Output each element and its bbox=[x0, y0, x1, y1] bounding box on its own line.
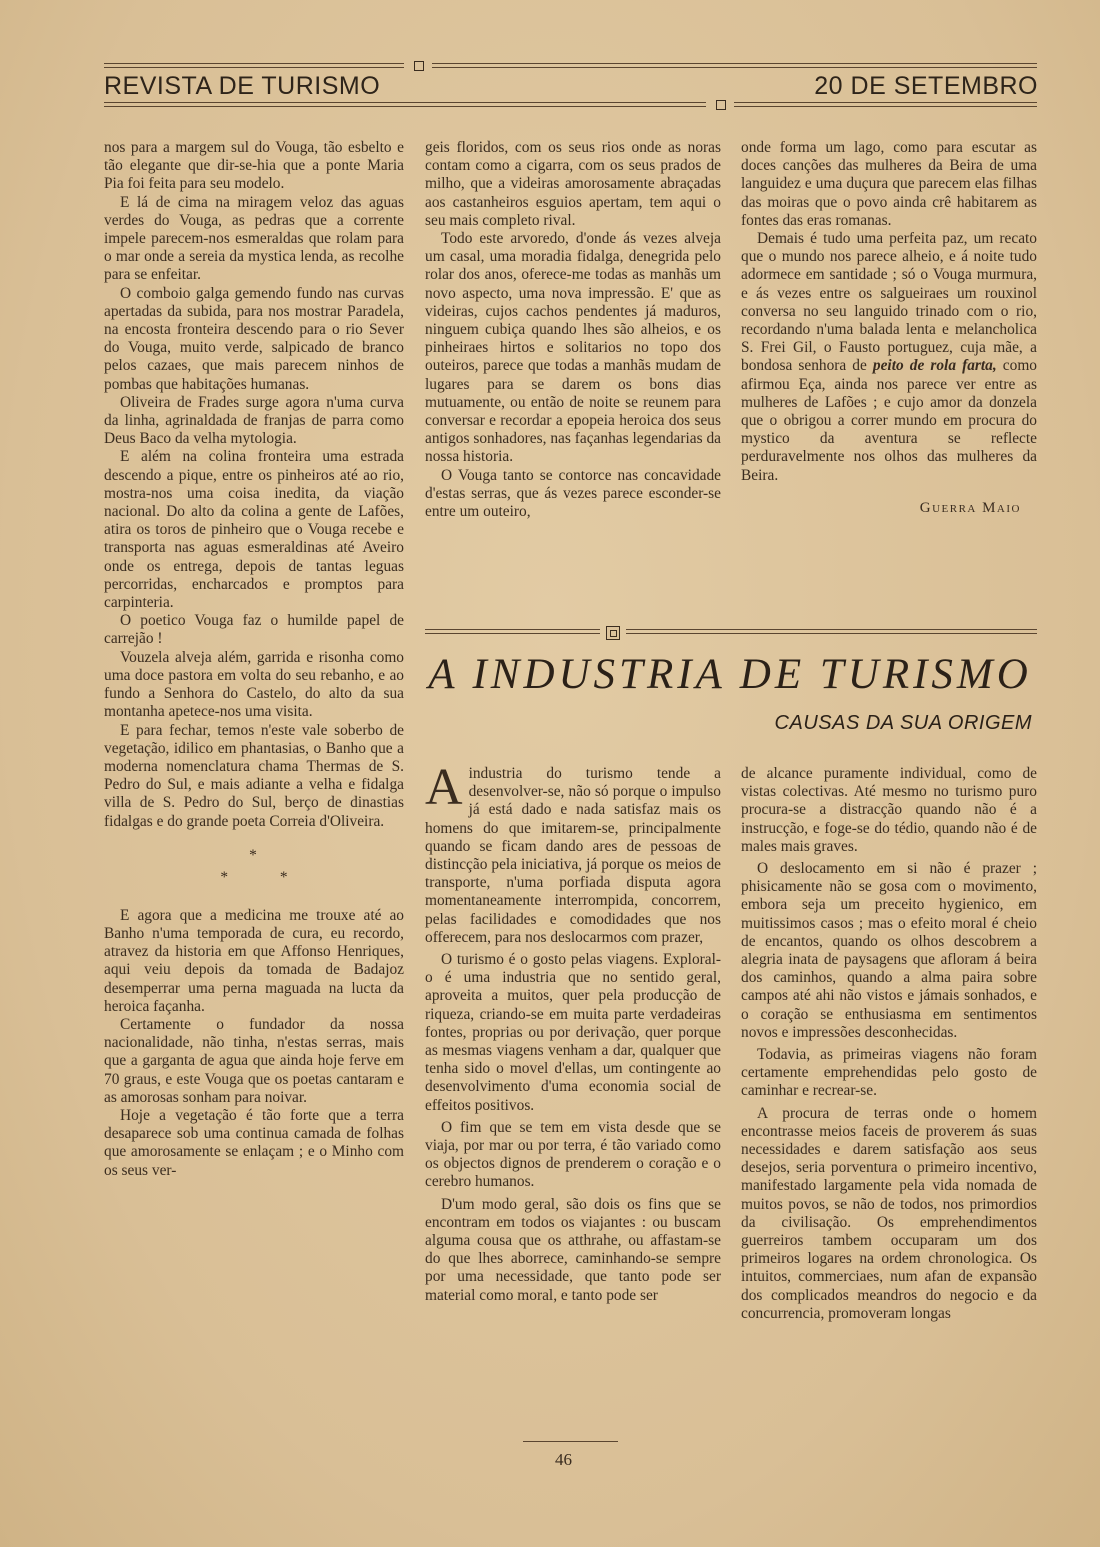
paragraph bbox=[741, 230, 1037, 485]
article-column-2 bbox=[741, 765, 1037, 1323]
article-separator-ornament bbox=[606, 626, 620, 640]
article-subtitle: CAUSAS DA SUA ORIGEM bbox=[774, 712, 1032, 734]
paragraph: Todavia, as primeiras viagens não foram certamente emprehendidas pelo gosto de caminhar e recrear-se. bbox=[741, 1046, 1037, 1100]
article-separator-left bbox=[425, 629, 600, 634]
paragraph: O Vouga tanto se contorce nas concavidade d'estas serras, que ás vezes parece esconder-se entre um outeiro, bbox=[425, 466, 721, 521]
paragraph: O deslocamento em si não é prazer ; phisicamente não se gosa com o movimento, embora seja um preceito hygienico, em muitissimos casos ; mas o efeito moral é cheio de encantos, quando os olhos descobrem a alegria inata de paysagens que afloram á beira dos caminhos, quando a alma paira sobre campos até ahi não vistos e jámais sonhados, e o coração se enthusiasma em sentimentos novos e impressões desconhecidas. bbox=[741, 860, 1037, 1041]
header-ornament-top bbox=[414, 61, 424, 71]
paragraph: nos para a margem sul do Vouga, tão esbelto e tão elegante que dir-se-hia que a ponte Maria Pia foi feita para seu modelo. bbox=[104, 139, 404, 193]
paragraph: de alcance puramente individual, como de vistas colectivas. Até mesmo no turismo puro procura-se a distracção quando não é a instrucção, e foge-se do tédio, quando não é de males mais graves. bbox=[741, 765, 1037, 855]
paragraph: Oliveira de Frades surge agora n'uma curva da linha, agrinaldada de franjas de parra como Deus Baco da velha mytologia. bbox=[104, 393, 404, 448]
page-number-rule bbox=[523, 1441, 618, 1442]
paragraph: O fim que se tem em vista desde que se viaja, por mar ou por terra, é tão variado como os objectos dignos de prenderem o coração e o cerebro humanos. bbox=[425, 1118, 721, 1191]
paragraph: O comboio galga gemendo fundo nas curvas apertadas da subida, para nos mostrar Paradela, na encosta fronteira descendo para o rio Sever do Vouga, muito verde, salpicado de branco pelos cazaes, que mais parecem ninhos de pombas que habitações humanas. bbox=[104, 284, 404, 393]
paragraph: Todo este arvoredo, d'onde ás vezes alveja um casal, uma moradia fidalga, denegrida pelo rolar dos anos, oferece-me todas as manhãs um novo aspecto, uma nova impressão. E' que as videiras, cujos cachos pendentes já maduros, ninguem cubiça quando lhes são alheios, e os pinheiraes hirtos e solitarios no topo dos outeiros, parece que todas a manhãs mudam de lugares para se darem os bons dias mutuamente, ou então de noite se reunem para conversar e recordar a epopeia heroica dos seus antigos sonhadores, nas façanhas legendarias da nossa historia. bbox=[425, 230, 721, 466]
paragraph: A procura de terras onde o homem encontrasse meios faceis de proverem ás suas necessidades e darem satisfação aos seus desejos, seria porventura o primeiro incentivo, manifestado largamente pela vida nomada de muitos povos, se não de todos, nos primordios da civilisação. Os emprehendimentos guerreiros tambem occuparam um dos primeiros logares na ordem chronologica. Os intuitos, commerciaes, num afan de expansão dos complicados meandros do negocio e da concurrencia, promoveram longas bbox=[741, 1104, 1037, 1322]
page-number: 46 bbox=[555, 1450, 572, 1469]
star-top: * bbox=[249, 846, 259, 864]
header-rule-top-left bbox=[104, 63, 404, 68]
author-signature: Guerra Maio bbox=[919, 499, 1021, 516]
paragraph: geis floridos, com os seus rios onde as noras contam como a cigarra, com os seus prados de milho, que a videiras amorosamente abraçadas aos castanheiros esguios apertam, tem aqui o seu mais completo rival. bbox=[425, 139, 721, 229]
paragraph: onde forma um lago, como para escutar as doces canções das mulheres da Beira de uma languidez e uma duçura que parecem elas filhas das moiras que o povo ainda crê habitarem as fontes das eras romanas. bbox=[741, 139, 1037, 229]
header-rule-bottom-left bbox=[104, 102, 706, 107]
star-bottom: * * bbox=[220, 868, 312, 886]
italic-phrase: peito de rola farta, bbox=[872, 357, 997, 375]
header-date: 20 DE SETEMBRO bbox=[814, 72, 1038, 100]
header-rule-top-right bbox=[432, 63, 1037, 68]
section-separator-stars bbox=[104, 845, 404, 889]
column-1 bbox=[104, 139, 404, 1180]
paragraph: Hoje a vegetação é tão forte que a terra desaparece sob uma continua camada de folhas que amorosamente se enlaçam ; e o Minho com os seus ver- bbox=[104, 1106, 404, 1179]
article-separator-right bbox=[626, 629, 1037, 634]
column-3 bbox=[741, 139, 1037, 517]
paragraph: O turismo é o gosto pelas viagens. Exploral-o é uma industria que no sentido geral, aproveita a muitos, quer pela producção de riqueza, criando-se em muita parte verdadeiras fontes, proprias ou por derivação, quer porque as mesmas viagens venham a dar, qualquer que tenha sido o movel d'ellas, um contingente ao desenvolvimento d'uma economia social de effeitos positivos. bbox=[425, 951, 721, 1114]
paragraph: E agora que a medicina me trouxe até ao Banho n'uma temporada de cura, eu recordo, atravez da historia em que Affonso Henriques, aqui veiu depois da tomada de Badajoz desemperrar uma perna maguada na lucta da heroica façanha. bbox=[104, 906, 404, 1015]
paragraph bbox=[425, 759, 721, 947]
paragraph-text: Demais é tudo uma perfeita paz, um recato que o mundo nos parece alheio, e á noite tudo adormece em santidade ; só o Vouga murmura, e ás vezes entre os salgueiraes um rouxinol conversa no seu languido trinado com o rio, recordando n'uma balada lenta e melancholica S. Frei Gil, o Fausto portuguez, cuja mãe, a bondosa senhora de bbox=[741, 230, 1037, 375]
paragraph: O poetico Vouga faz o humilde papel de carrejão ! bbox=[104, 612, 404, 648]
paragraph: D'um modo geral, são dois os fins que se encontram em todos os viajantes : ou buscam alguma cousa que os atthrahe, ou affastam-se do que lhes aborrece, caminhando-se sempre por uma necessidade, que tanto pode ser material como moral, e tanto pode ser bbox=[425, 1195, 721, 1304]
paragraph-text: industria do turismo tende a desenvolver-se, não só porque o impulso já está dado e nada satisfaz mais os homens do que imitarem-se, principalmente quando se ficam dando ares de pessoas de distincção pela iniciativa, já porque os meios de transporte, n'uma porfiada disputa agora momentaneamente interrompida, concorrem, pelas facilidades e comodidades que nos offerecem, para nos deslocarmos com prazer, bbox=[425, 765, 721, 946]
column-2 bbox=[425, 139, 721, 521]
header-rule-bottom-right bbox=[734, 102, 1037, 107]
paragraph-text: como afirmou Eça, ainda nos parece ver entre as mulheres de Lafões ; e cujo amor da donzela que o obrigou a correr mundo em procura do mystico da aventura se reflecte perduravelmente nos olhos das mulheres da Beira. bbox=[741, 357, 1037, 484]
header-ornament-bottom bbox=[716, 100, 726, 110]
paragraph: Certamente o fundador da nossa nacionalidade, não tinha, n'estas serras, mais que a garganta de agua que ainda hoje ferve em 70 graus, e este Vouga que os poetas cantaram e as amorosas sonham para noivar. bbox=[104, 1015, 404, 1106]
article-column-1 bbox=[425, 759, 721, 1305]
paragraph: E lá de cima na miragem veloz das aguas verdes do Vouga, as pedras que a corrente impele parecem-nos esmeraldas que rolam para o mar onde a sereia da mystica lenda, as recolhe para se enfeitar. bbox=[104, 193, 404, 284]
paragraph: E além na colina fronteira uma estrada descendo a pique, entre os pinheiros até ao rio, mostra-nos uma coisa inedita, da viação nacional. Do alto da colina a gente de Lafões, atira os toros de pinheiro que o Vouga recebe e transporta nas aguas esmeraldinas até Aveiro onde os entrega, depois de tantas leguas percorridas, encharcados e promptos para carpinteria. bbox=[104, 448, 404, 612]
article-title: A INDUSTRIA DE TURISMO bbox=[428, 651, 1032, 698]
paragraph: Vouzela alveja além, garrida e risonha como uma doce pastora em volta do seu rebanho, e ao fundo a Senhora do Castelo, do alto da sua montanha apetece-nos uma visita. bbox=[104, 648, 404, 721]
header-magazine-title: REVISTA DE TURISMO bbox=[104, 72, 381, 100]
paragraph: E para fechar, temos n'este vale soberbo de vegetação, idilico em phantasias, o Banho que a moderna nomenclatura chama Thermas de S. Pedro do Sul, e mais adiante a velha e fidalga villa de S. Pedro do Sul, berço de dinastias fidalgas e do grande poeta Correia d'Oliveira. bbox=[104, 721, 404, 830]
drop-cap: A bbox=[425, 759, 463, 816]
